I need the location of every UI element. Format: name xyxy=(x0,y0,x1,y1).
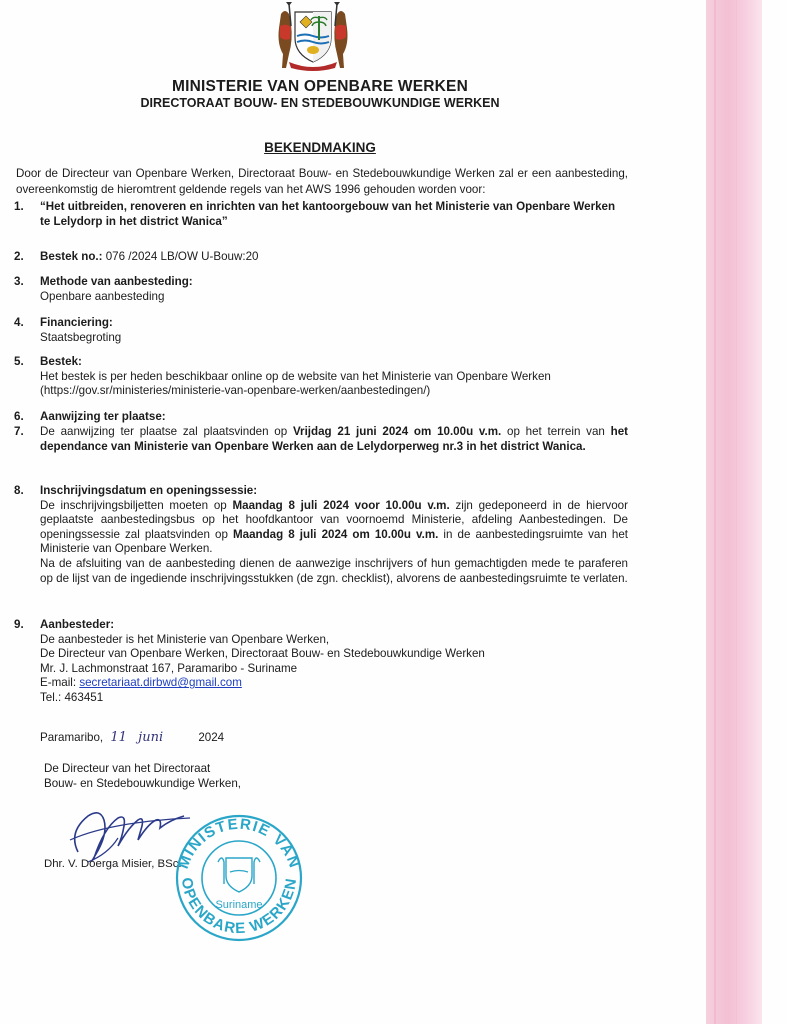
handwritten-month: juni xyxy=(138,730,164,745)
handwritten-day: 11 xyxy=(110,730,127,745)
item-number: 7. xyxy=(14,425,24,438)
item-number: 3. xyxy=(14,275,24,288)
site-visit-text: De aanwijzing ter plaatse zal plaatsvinden op xyxy=(40,425,288,438)
submission-text: De inschrijvingsbiljetten moeten op xyxy=(40,498,227,512)
financing-value: Staatsbegroting xyxy=(40,330,122,344)
director-title-line-2: Bouw- en Stedebouwkundige Werken, xyxy=(44,776,242,790)
item-number: 9. xyxy=(14,618,24,631)
opening-session-date: Maandag 8 juli 2024 om 10.00u v.m. xyxy=(232,527,439,541)
contracting-authority-line-1: De aanbesteder is het Ministerie van Openbare Werken, xyxy=(40,632,330,646)
item-number: 4. xyxy=(14,316,24,329)
item-number: 1. xyxy=(14,200,24,213)
ministry-title: MINISTERIE VAN OPENBARE WERKEN xyxy=(172,78,468,95)
telephone: Tel.: 463451 xyxy=(40,690,104,704)
item-number: 2. xyxy=(14,250,24,263)
stamp-center-text: Suriname xyxy=(215,899,263,911)
site-visit-label: Aanwijzing ter plaatse: xyxy=(40,410,166,423)
official-stamp-icon xyxy=(168,812,310,944)
list-item-6 xyxy=(14,410,628,425)
document-heading: BEKENDMAKING xyxy=(264,140,376,155)
closing-procedure-text: Na de afsluiting van de aanbesteding dienen de aanwezige inschrijvers of hun gemachtigden mede te paraferen op de lijst van de ingediende inschrijvingsstukken (de zgn. checklist), alvorens de aanbestedingsruimte te verlaten. xyxy=(40,556,628,585)
contracting-authority-line-2: De Directeur van Openbare Werken, Directoraat Bouw- en Stedebouwkundige Werken xyxy=(40,647,485,661)
email-link[interactable]: secretariaat.dirbwd@gmail.com xyxy=(79,676,242,690)
method-value: Openbare aanbesteding xyxy=(40,289,165,303)
item-number: 6. xyxy=(14,410,24,423)
address: Mr. J. Lachmonstraat 167, Paramaribo - Suriname xyxy=(40,661,298,675)
year: 2024 xyxy=(198,731,225,744)
submission-deadline: Maandag 8 juli 2024 voor 10.00u v.m. xyxy=(232,498,450,512)
email-label: E-mail: xyxy=(40,676,77,690)
list-item-9 xyxy=(14,618,628,706)
list-item-3 xyxy=(14,275,628,304)
bestek-no-value: 076 /2024 LB/OW U-Bouw:20 xyxy=(105,250,259,263)
list-item-2 xyxy=(14,250,628,265)
list-item-5 xyxy=(14,355,628,399)
item-number: 8. xyxy=(14,484,24,497)
method-label: Methode van aanbesteding: xyxy=(40,275,193,288)
director-title-line-1: De Directeur van het Directoraat xyxy=(44,762,211,775)
contracting-authority-label: Aanbesteder: xyxy=(40,618,115,631)
bestek-url[interactable]: (https://gov.sr/ministeries/ministerie-van-openbare-werken/aanbestedingen/) xyxy=(40,384,431,398)
bestek-no-label: Bestek no.: xyxy=(40,250,103,263)
director-title xyxy=(44,762,241,791)
list-item-1 xyxy=(14,200,628,229)
directorate-title: DIRECTORAAT BOUW- EN STEDEBOUWKUNDIGE WERKEN xyxy=(140,96,500,110)
stamp-bottom-text: OPENBARE WERKEN xyxy=(177,876,301,938)
signer-name: Dhr. V. Doerga Misier, BSc. xyxy=(44,858,182,870)
stamp-top-text: MINISTERIE VAN xyxy=(174,815,304,872)
submission-text-2: zijn gedeponeerd in de hiervoor geplaatste aanbestedingsbus op het hoofdkantoor van voornoemd Ministerie, afdeling Aanbestedingen. De openingssessie zal plaatsvinden op xyxy=(40,498,628,541)
project-title: “Het uitbreiden, renoveren en inrichten van het kantoorgebouw van het Ministerie van Openbare Werken te Lelydorp in het district Wanica” xyxy=(40,200,616,228)
coat-of-arms-icon xyxy=(267,0,359,72)
list-item-8 xyxy=(14,484,628,586)
site-visit-location: het dependance van Ministerie van Openbare Werken aan de Lelydorperweg nr.3 in het district Wanica. xyxy=(40,425,628,453)
bestek-label: Bestek: xyxy=(40,355,82,368)
submission-text-3: in de aanbestedingsruimte van het Ministerie van Openbare Werken. xyxy=(40,527,628,556)
bestek-availability: Het bestek is per heden beschikbaar online op de website van het Ministerie van Openbare Werken xyxy=(40,369,551,383)
place-date xyxy=(40,730,440,745)
page-edge-strip xyxy=(706,0,762,1024)
submission-label: Inschrijvingsdatum en openingssessie: xyxy=(40,484,258,497)
financing-label: Financiering: xyxy=(40,316,113,329)
intro-paragraph: Door de Directeur van Openbare Werken, Directoraat Bouw- en Stedebouwkundige Werken zal er een aanbesteding, overeenkomstig de hieromtrent geldende regels van het AWS 1996 gehouden worden voor: xyxy=(16,167,628,196)
list-item-7 xyxy=(14,425,628,454)
list-item-4 xyxy=(14,316,628,345)
site-visit-text-2: op het terrein van xyxy=(507,425,605,438)
place: Paramaribo, xyxy=(40,731,104,744)
site-visit-date: Vrijdag 21 juni 2024 om 10.00u v.m. xyxy=(292,425,502,438)
item-number: 5. xyxy=(14,355,24,368)
